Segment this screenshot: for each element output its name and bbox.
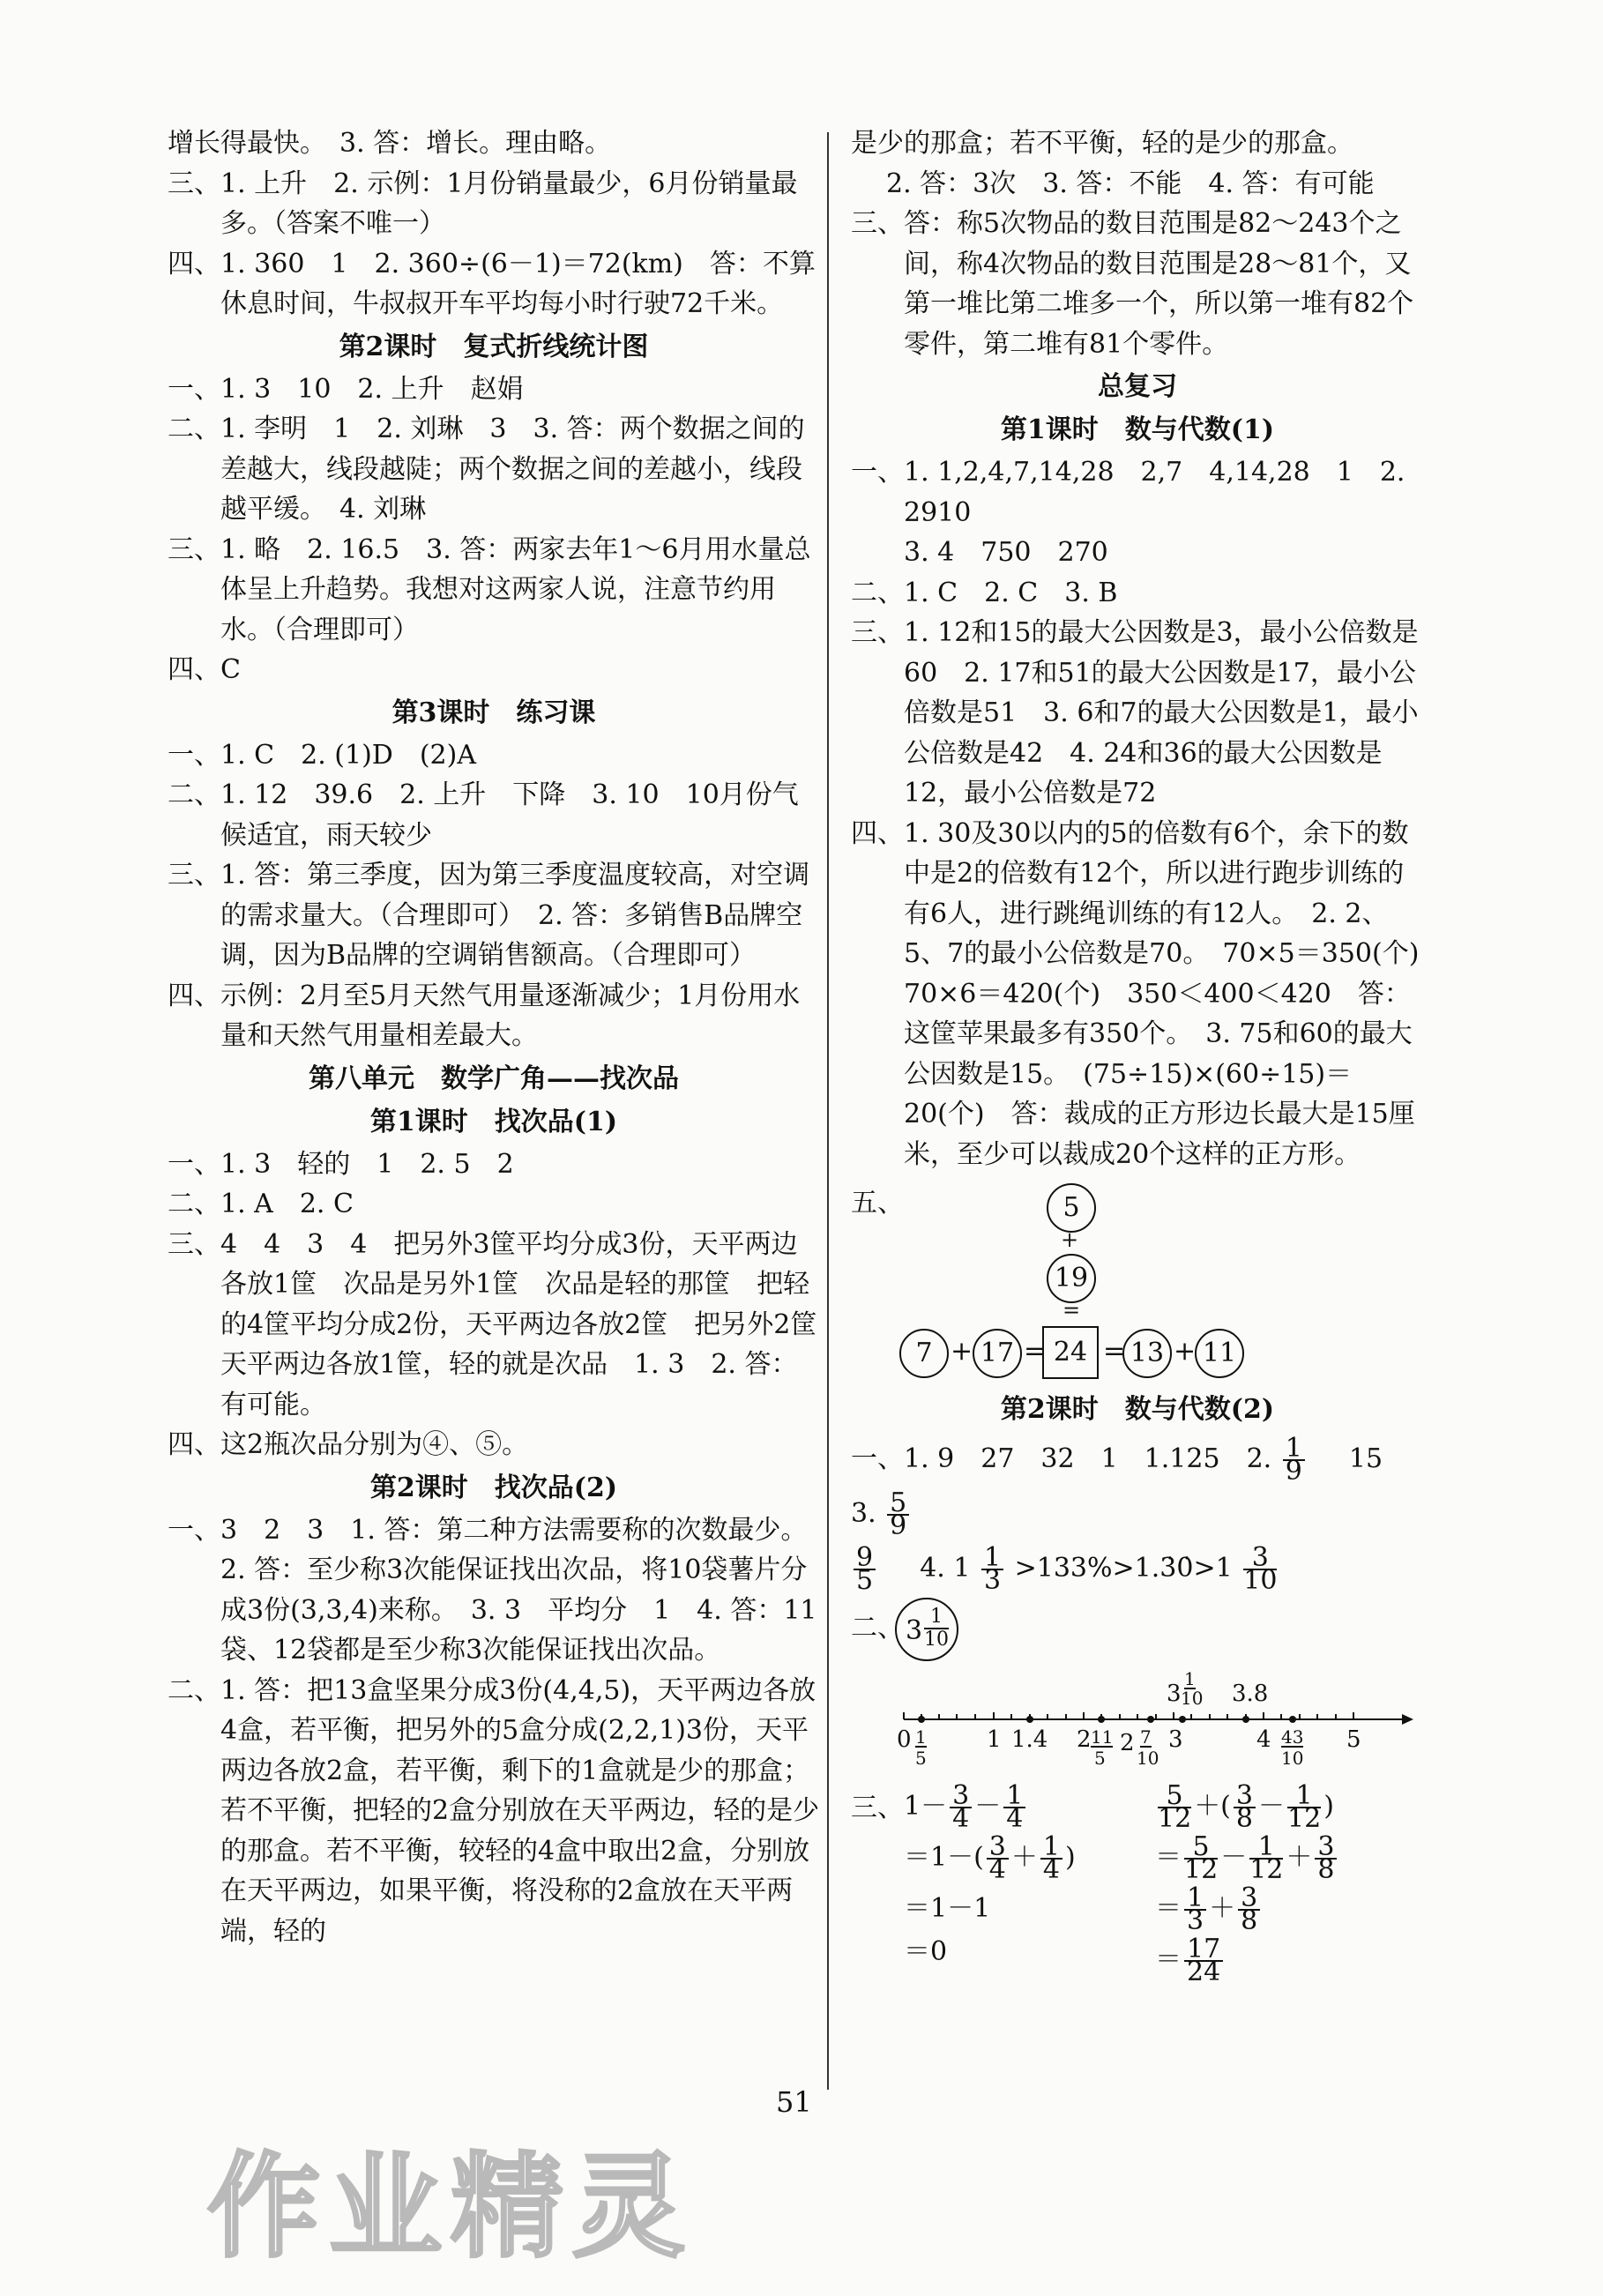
point-label: 3.8 bbox=[1232, 1681, 1269, 1707]
number-line bbox=[851, 1666, 1424, 1781]
answer-line: 三、1. 12和15的最大公因数是3，最小公倍数是60 2. 17和51的最大公因数是17，最小公倍数是51 3. 6和7的最大公因数是1，最小公倍数是42 4. 24和36的最大公因数是12，最小公倍数是72 bbox=[851, 617, 1419, 809]
tick-label: 1 bbox=[987, 1726, 1002, 1753]
answer-line: 3. 4 750 270 bbox=[904, 537, 1108, 568]
numerator: 3 bbox=[1238, 1888, 1260, 1911]
tick-label: 4 bbox=[1256, 1726, 1271, 1753]
calculation-block bbox=[851, 1781, 1424, 2046]
numerator: 3 bbox=[1243, 1547, 1277, 1570]
denominator: 4 bbox=[988, 1854, 1006, 1885]
tick-label: 2 bbox=[1077, 1726, 1092, 1753]
answer-line: 三、1. 上升 2. 示例：1月份销量最少，6月份销量最多。（答案不唯一） bbox=[168, 168, 798, 239]
fraction bbox=[1184, 1934, 1223, 1987]
answer-line: 一、1. C 2. (1)D (2)A bbox=[168, 739, 476, 771]
fraction bbox=[1283, 1433, 1305, 1487]
tick-label: 3 bbox=[1168, 1726, 1183, 1753]
numerator: 3 bbox=[1234, 1785, 1256, 1808]
fraction bbox=[1287, 1780, 1322, 1834]
numerator: 1 bbox=[1249, 1837, 1283, 1860]
fraction bbox=[1315, 1831, 1337, 1885]
answer-line: 四、1. 30及30以内的5的倍数有6个，余下的数中是2的倍数有12个，所以进行跑步训练的有6人，进行跳绳训练的有12人。 2. 2、5、7的最小公倍数是70。 70×5＝350(个) 70×6＝420(个) 350＜400＜420 答：这筐苹果最多有350个。 3. 75和60的最大公因数是15。 (75÷15)×(60÷15)＝20(个) 答：裁成的正方形边长最大是15厘米，至少可以裁成20个这样的正方形。 bbox=[851, 817, 1446, 1170]
calc-step bbox=[1155, 1883, 1339, 1934]
denominator: 10 bbox=[924, 1629, 949, 1651]
puzzle-circle: 19 bbox=[1047, 1254, 1096, 1303]
watermark: 作业精灵 bbox=[207, 2142, 695, 2273]
fraction bbox=[1249, 1831, 1284, 1885]
equals-sign: = bbox=[1024, 1336, 1047, 1367]
number-line-axis bbox=[851, 1666, 1415, 1781]
numerator: 1 bbox=[981, 1547, 1003, 1570]
answer-line: 四、这2瓶次品分别为④、⑤。 bbox=[168, 1429, 529, 1460]
numerator: 1 bbox=[1003, 1785, 1025, 1808]
tick-label: 1 bbox=[915, 1726, 927, 1748]
numerator: 1 bbox=[1283, 1438, 1305, 1461]
calc-text: ) bbox=[1064, 1842, 1076, 1873]
section-heading: 第2课时 复式折线统计图 bbox=[339, 331, 649, 362]
tick-label: 5 bbox=[1094, 1748, 1106, 1769]
number-puzzle bbox=[851, 1174, 1424, 1382]
calc-step bbox=[1155, 1832, 1339, 1883]
answer-line: 二、1. 答：把13盒坚果分成3份(4,4,5)，天平两边各放4盒，若平衡，把另外的5盒分成(2,2,1)3份，天平两边各放2盒，若平衡，剩下的1盒就是少的那盒；若不平衡，把轻的2盒分别放在天平两边，轻的是少的那盒。若不平衡，较轻的4盒中取出2盒，分别放在天平两边，如果平衡，将没称的2盒放在天平两端，轻的 bbox=[168, 1674, 820, 1947]
calc-text: ＋ bbox=[1209, 1893, 1236, 1924]
calc-text: ＝1－( bbox=[904, 1842, 984, 1873]
calc-text: ＝ bbox=[1155, 1944, 1182, 1975]
answer-line: 四、示例：2月至5月天然气用量逐渐减少；1月份用水量和天然气用量相差最大。 bbox=[168, 980, 801, 1051]
fraction bbox=[1238, 1882, 1260, 1936]
answer-line: 2. 答：3次 3. 答：不能 4. 答：有可能 bbox=[886, 168, 1375, 199]
plus-sign: + bbox=[1174, 1336, 1197, 1367]
denominator: 9 bbox=[1285, 1456, 1302, 1487]
tick-label: 1.4 bbox=[1011, 1726, 1048, 1753]
left-column bbox=[168, 123, 820, 1951]
answer-line bbox=[851, 1432, 1424, 1541]
point-label: 1 bbox=[1184, 1668, 1196, 1689]
unit-heading: 第八单元 数学广角——找次品 bbox=[309, 1062, 679, 1094]
tick-label: 7 bbox=[1140, 1726, 1152, 1748]
answer-line: 一、1. 3 轻的 1 2. 5 2 bbox=[168, 1148, 514, 1180]
denominator: 10 bbox=[1243, 1565, 1278, 1596]
calc-text: ＋( bbox=[1194, 1791, 1231, 1822]
denominator: 4 bbox=[952, 1803, 970, 1834]
calc-text: 1－ bbox=[904, 1791, 948, 1822]
question-label: 三、 bbox=[851, 1793, 904, 1823]
puzzle-circle: 17 bbox=[973, 1329, 1022, 1378]
fraction bbox=[1003, 1780, 1025, 1834]
denominator: 8 bbox=[1235, 1803, 1253, 1834]
calc-step bbox=[1155, 1781, 1339, 1832]
section-heading: 第2课时 找次品(2) bbox=[369, 1472, 618, 1503]
numerator: 5 bbox=[1184, 1837, 1218, 1860]
section-heading: 第2课时 数与代数(2) bbox=[1000, 1394, 1275, 1425]
tick-label: 0 bbox=[897, 1726, 912, 1753]
equals-sign: = bbox=[1062, 1298, 1081, 1323]
fraction bbox=[987, 1831, 1009, 1885]
denominator: 9 bbox=[890, 1510, 907, 1541]
section-heading: 第3课时 练习课 bbox=[391, 697, 596, 728]
whole-part: 3 bbox=[906, 1615, 923, 1646]
numerator: 1 bbox=[1184, 1888, 1206, 1911]
answer-circle bbox=[895, 1598, 958, 1661]
answer-line: 三、答：称5次物品的数目范围是82～243个之间，称4次物品的数目范围是28～81个，又第一堆比第二堆多一个，所以第一堆有82个零件，第二堆有81个零件。 bbox=[851, 208, 1414, 360]
numerator: 3 bbox=[987, 1837, 1009, 1860]
answer-line: 是少的那盒；若不平衡，轻的是少的那盒。 bbox=[851, 128, 1353, 159]
tick-label: 5 bbox=[915, 1748, 927, 1769]
answer-line: 增长得最快。 3. 答：增长。理由略。 bbox=[168, 128, 612, 159]
numerator: 1 bbox=[1287, 1785, 1321, 1808]
tick-label: 5 bbox=[1346, 1726, 1361, 1753]
tick-label: 11 bbox=[1091, 1726, 1114, 1748]
answer-line: 一、1. 1,2,4,7,14,28 2,7 4,14,28 1 2. 2910 bbox=[851, 457, 1405, 528]
calc-text: － bbox=[974, 1791, 1002, 1822]
calc-text: － bbox=[1220, 1842, 1248, 1873]
section-heading: 第1课时 数与代数(1) bbox=[1000, 414, 1275, 445]
fraction bbox=[854, 1542, 876, 1596]
equals-sign: = bbox=[1103, 1336, 1126, 1367]
tick-label: 10 bbox=[1137, 1748, 1159, 1769]
tick-label: 10 bbox=[1281, 1748, 1304, 1769]
answer-text: 4. 1 bbox=[920, 1553, 971, 1584]
denominator: 8 bbox=[1241, 1905, 1258, 1936]
fraction bbox=[1234, 1780, 1256, 1834]
denominator: 24 bbox=[1187, 1957, 1221, 1987]
answer-line: 四、1. 360 1 2. 360÷(6－1)＝72(km) 答：不算休息时间，牛叔叔开车平均每小时行驶72千米。 bbox=[168, 248, 816, 319]
calculation-2 bbox=[1155, 1781, 1339, 1986]
puzzle-circle: 13 bbox=[1122, 1329, 1172, 1378]
unit-heading: 总复习 bbox=[1098, 371, 1177, 402]
calc-text: ) bbox=[1323, 1791, 1334, 1822]
answer-line: 二、1. A 2. C bbox=[168, 1189, 354, 1219]
circled-answer bbox=[851, 1596, 1424, 1666]
answer-text: 15 3. bbox=[851, 1443, 1410, 1529]
fraction bbox=[887, 1487, 909, 1541]
numerator: 1 bbox=[924, 1606, 949, 1629]
answer-line: 一、3 2 3 1. 答：第二种方法需要称的次数最少。 2. 答：至少称3次能保证找出次品，将10袋薯片分成3份(3,3,4)来称。 3. 3 平均分 1 4. 答：11袋、12袋都是至少称3次能保证找出次品。 bbox=[168, 1514, 821, 1666]
fraction bbox=[1184, 1831, 1219, 1885]
denominator: 3 bbox=[983, 1565, 1002, 1596]
tick-label: 2 bbox=[1120, 1730, 1135, 1756]
calculation-1 bbox=[904, 1781, 1076, 1970]
column-divider bbox=[827, 132, 829, 2090]
answer-line: 二、1. 李明 1 2. 刘琳 3 3. 答：两个数据之间的差越大，线段越陡；两个数据之间的差越小，线段越平缓。 4. 刘琳 bbox=[168, 414, 805, 525]
denominator: 12 bbox=[1249, 1854, 1284, 1885]
numerator: 3 bbox=[1315, 1837, 1337, 1860]
calc-text: － bbox=[1258, 1791, 1285, 1822]
denominator: 12 bbox=[1158, 1803, 1192, 1834]
denominator: 4 bbox=[1006, 1803, 1024, 1834]
calc-step bbox=[1155, 1934, 1339, 1986]
denominator: 4 bbox=[1042, 1854, 1060, 1885]
point-label: 3 bbox=[1167, 1681, 1182, 1707]
numerator: 3 bbox=[950, 1785, 972, 1808]
fraction bbox=[924, 1606, 949, 1651]
fraction bbox=[1184, 1882, 1206, 1936]
answer-line bbox=[851, 1541, 1424, 1596]
question-label: 二、 bbox=[851, 1613, 904, 1644]
answer-line: 三、1. 答：第三季度，因为第三季度温度较高，对空调的需求量大。（合理即可） 2. 答：多销售B品牌空调，因为B品牌的空调销售额高。（合理即可） bbox=[168, 860, 810, 971]
denominator: 12 bbox=[1287, 1803, 1322, 1834]
question-label: 五、 bbox=[851, 1188, 904, 1219]
puzzle-circle: 5 bbox=[1047, 1183, 1096, 1233]
numerator: 5 bbox=[1158, 1785, 1191, 1808]
calc-text: ＋ bbox=[1010, 1842, 1038, 1873]
answer-text: >133%>1.3̇0̇>1 bbox=[1014, 1553, 1233, 1584]
plus-sign: + bbox=[1061, 1227, 1079, 1252]
answer-line: 二、1. C 2. C 3. B bbox=[851, 577, 1118, 608]
denominator: 3 bbox=[1187, 1905, 1204, 1936]
point-label: 10 bbox=[1181, 1688, 1204, 1709]
calc-text: ＝ bbox=[1155, 1842, 1182, 1873]
right-column bbox=[851, 123, 1446, 2046]
tick-label: 43 bbox=[1281, 1726, 1304, 1748]
fraction bbox=[1158, 1780, 1192, 1834]
numerator: 1 bbox=[1040, 1837, 1062, 1860]
denominator: 8 bbox=[1317, 1854, 1335, 1885]
puzzle-circle: 11 bbox=[1195, 1329, 1244, 1378]
puzzle-box: 24 bbox=[1042, 1326, 1099, 1379]
puzzle-circle: 7 bbox=[899, 1329, 949, 1378]
calc-step: ＝0 bbox=[904, 1936, 948, 1967]
answer-line: 四、C bbox=[168, 654, 241, 685]
fraction bbox=[1243, 1542, 1278, 1596]
answer-text: 一、1. 9 27 32 1 1.125 2. bbox=[851, 1443, 1272, 1474]
section-heading: 第1课时 找次品(1) bbox=[369, 1106, 618, 1137]
answer-line: 三、1. 略 2. 16.5 3. 答：两家去年1～6月用水量总体呈上升趋势。我想对这两家人说，注意节约用水。（合理即可） bbox=[168, 533, 811, 645]
numerator: 17 bbox=[1184, 1939, 1223, 1962]
numerator: 5 bbox=[887, 1493, 909, 1516]
fraction bbox=[981, 1542, 1003, 1596]
plus-sign: + bbox=[951, 1336, 973, 1367]
calc-text: ＝ bbox=[1155, 1893, 1182, 1924]
page-number: 51 bbox=[776, 2085, 812, 2119]
denominator: 12 bbox=[1184, 1854, 1219, 1885]
calc-step bbox=[904, 1832, 1076, 1883]
calc-text: ＋ bbox=[1286, 1842, 1313, 1873]
fraction bbox=[1040, 1831, 1062, 1885]
calc-step: ＝1－1 bbox=[904, 1893, 991, 1924]
answer-line: 二、1. 12 39.6 2. 上升 下降 3. 10 10月份气候适宜，雨天较少 bbox=[168, 779, 799, 851]
answer-line: 一、1. 3 10 2. 上升 赵娟 bbox=[168, 373, 524, 405]
denominator: 5 bbox=[856, 1565, 874, 1596]
calc-step bbox=[904, 1781, 1076, 1832]
numerator: 9 bbox=[854, 1547, 876, 1570]
fraction bbox=[950, 1780, 972, 1834]
answer-line: 三、4 4 3 4 把另外3筐平均分成3份，天平两边各放1筐 次品是另外1筐 次品是轻的那筐 把轻的4筐平均分成2份，天平两边各放2筐 把另外2筐天平两边各放1筐，轻的就是次品 1. 3 2. 答：有可能。 bbox=[168, 1228, 817, 1420]
